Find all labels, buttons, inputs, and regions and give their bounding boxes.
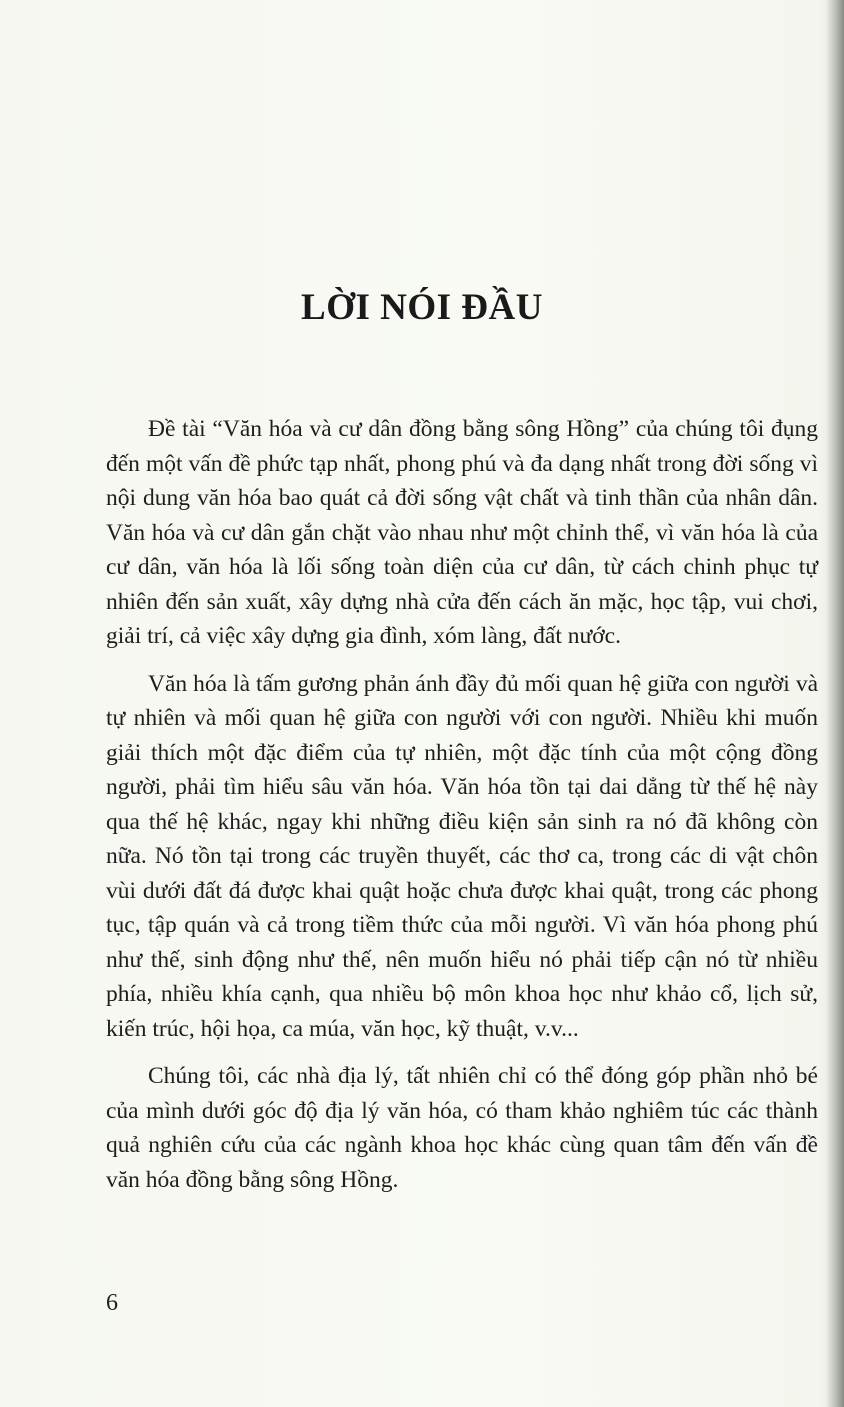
body-text [106, 412, 818, 1210]
page-heading: LỜI NÓI ĐẦU [301, 287, 543, 328]
paragraph-2: Văn hóa là tấm gương phản ánh đầy đủ mối quan hệ giữa con người và tự nhiên và mối quan hệ giữa con người với con người. Nhiều khi muốn giải thích một đặc điểm của tự nhiên, một đặc tính của một cộng đồng người, phải tìm hiểu sâu văn hóa. Văn hóa tồn tại dai dẳng từ thế hệ này qua thế hệ khác, ngay khi những điều kiện sản sinh ra nó đã không còn nữa. Nó tồn tại trong các truyền thuyết, các thơ ca, trong các di vật chôn vùi dưới đất đá được khai quật hoặc chưa được khai quật, trong các phong tục, tập quán và cả trong tiềm thức của mỗi người. Vì văn hóa phong phú như thế, sinh động như thế, nên muốn hiểu nó phải tiếp cận nó từ nhiều phía, nhiều khía cạnh, qua nhiều bộ môn khoa học như khảo cổ, lịch sử, kiến trúc, hội họa, ca múa, văn học, kỹ thuật, v.v... [106, 670, 818, 1042]
page-number: 6 [106, 1290, 118, 1316]
spine-shadow [826, 0, 844, 1407]
paragraph-3: Chúng tôi, các nhà địa lý, tất nhiên chỉ có thể đóng góp phần nhỏ bé của mình dưới góc độ địa lý văn hóa, có tham khảo nghiêm túc các thành quả nghiên cứu của các ngành khoa học khác cùng quan tâm đến vấn đề văn hóa đồng bằng sông Hồng. [106, 1063, 818, 1193]
paragraph-1: Đề tài “Văn hóa và cư dân đồng bằng sông Hồng” của chúng tôi đụng đến một vấn đề phức tạp nhất, phong phú và đa dạng nhất trong đời sống vì nội dung văn hóa bao quát cả đời sống vật chất và tinh thần của nhân dân. Văn hóa và cư dân gắn chặt vào nhau như một chỉnh thể, vì văn hóa là của cư dân, văn hóa là lối sống toàn diện của cư dân, từ cách chinh phục tự nhiên đến sản xuất, xây dựng nhà cửa đến cách ăn mặc, học tập, vui chơi, giải trí, cả việc xây dựng gia đình, xóm làng, đất nước. [106, 416, 818, 649]
